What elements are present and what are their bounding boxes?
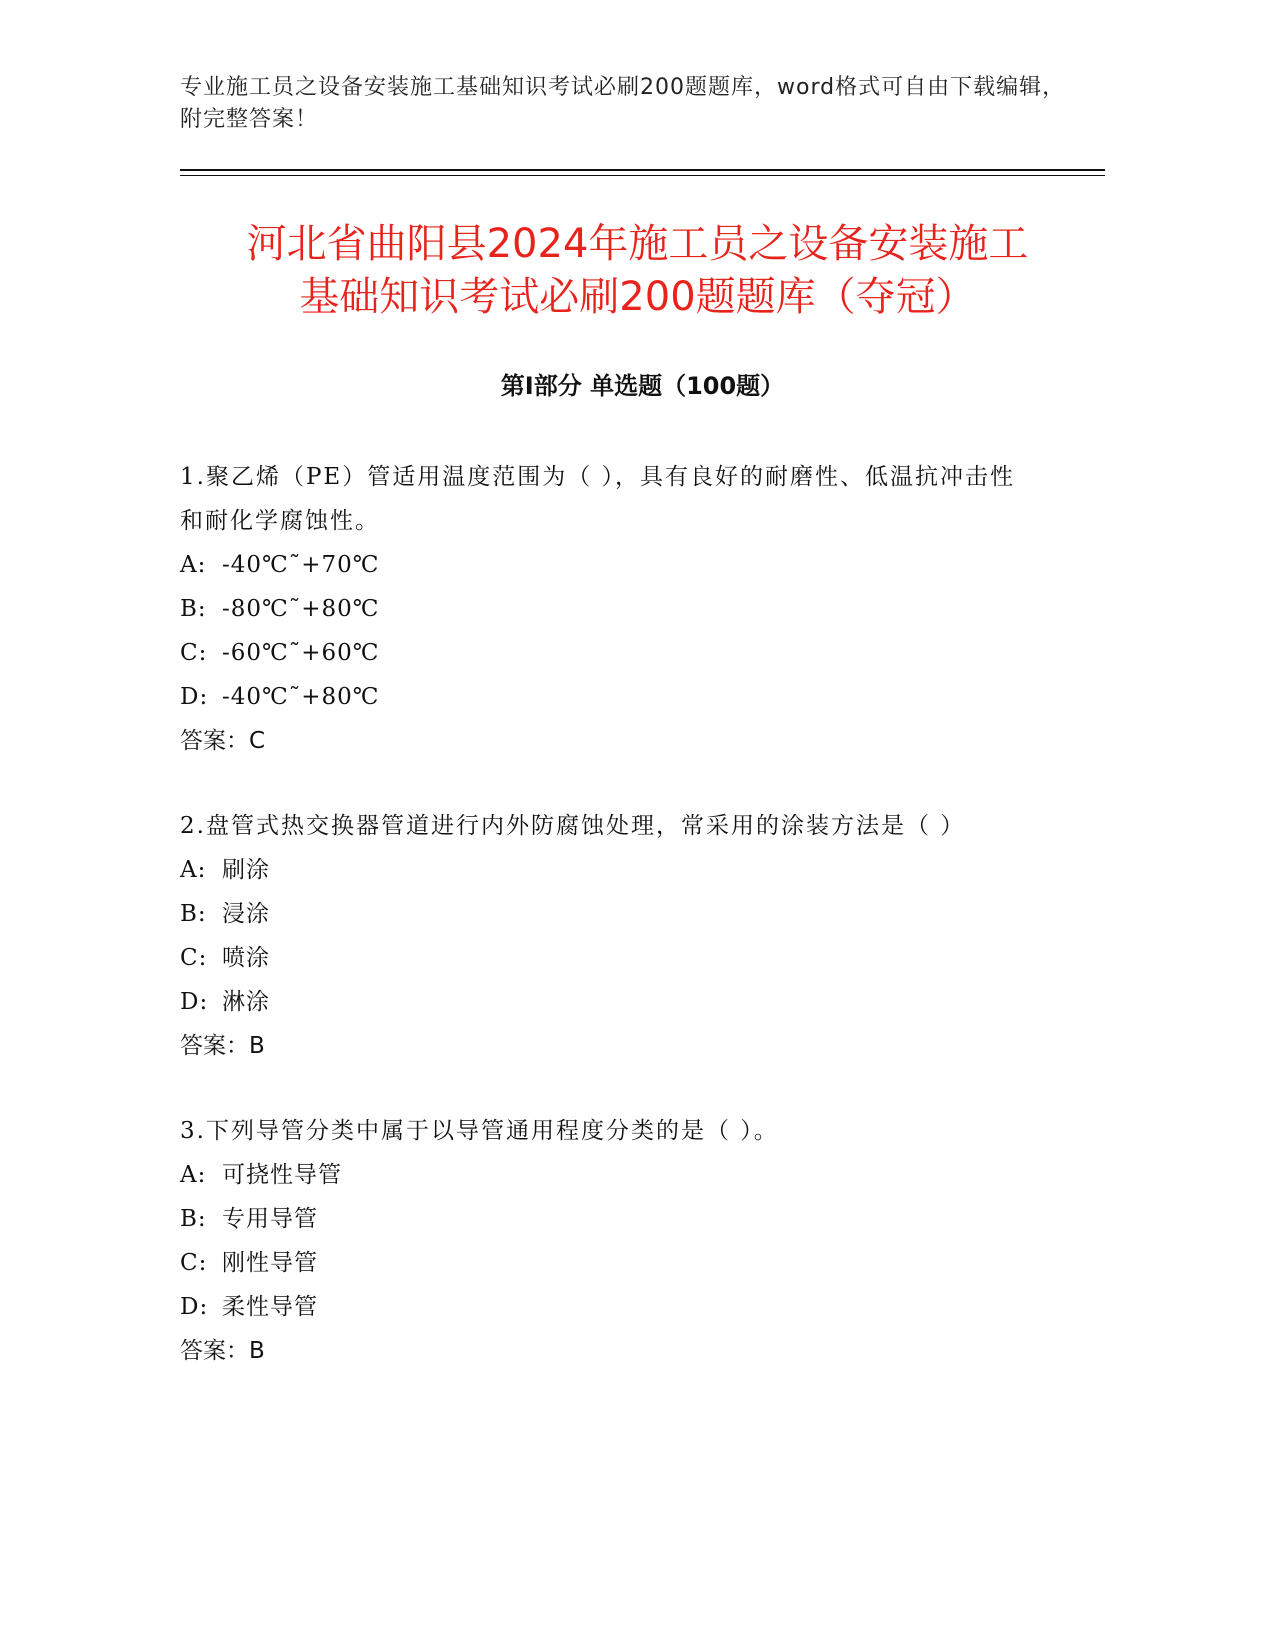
header-divider-thick <box>180 169 1105 171</box>
option-letter: B: <box>180 596 207 622</box>
question-2 <box>180 804 1030 1068</box>
option-text: -40℃˜+70℃ <box>222 552 380 578</box>
document-title-line-2: 基础知识考试必刷200题题库（夺冠） <box>299 274 976 320</box>
option-text: -40℃˜+80℃ <box>222 684 380 710</box>
option-c <box>180 631 1030 675</box>
question-stem: 2.盘管式热交换器管道进行内外防腐蚀处理，常采用的涂装方法是（ ） <box>180 813 966 839</box>
option-letter: B: <box>180 1206 207 1232</box>
option-letter: D: <box>180 1294 209 1320</box>
document-title-line-1: 河北省曲阳县2024年施工员之设备安装施工 <box>246 221 1029 267</box>
option-letter: A: <box>180 857 207 883</box>
option-letter: A: <box>180 1162 207 1188</box>
option-a <box>180 848 1030 892</box>
option-b <box>180 1197 1030 1241</box>
option-text: 专用导管 <box>222 1206 318 1232</box>
option-b <box>180 892 1030 936</box>
option-text: 柔性导管 <box>222 1294 318 1320</box>
option-text: 喷涂 <box>222 945 270 971</box>
option-d <box>180 1285 1030 1329</box>
question-3 <box>180 1109 1030 1373</box>
option-c <box>180 1241 1030 1285</box>
option-d <box>180 980 1030 1024</box>
option-text: 淋涂 <box>222 989 270 1015</box>
option-text: -60℃˜+60℃ <box>222 640 380 666</box>
option-a <box>180 1153 1030 1197</box>
option-text: 刷涂 <box>222 857 270 883</box>
option-letter: D: <box>180 989 209 1015</box>
option-letter: C: <box>180 640 208 666</box>
document-title <box>150 218 1125 324</box>
section-title: 第Ⅰ部分 单选题（100题） <box>500 372 785 400</box>
header-note: 专业施工员之设备安装施工基础知识考试必刷200题题库，word格式可自由下载编辑，附完整答案！ <box>180 75 1066 132</box>
option-b <box>180 587 1030 631</box>
question-list <box>180 455 1030 1414</box>
question-stem: 1.聚乙烯（PE）管适用温度范围为（ ），具有良好的耐磨性、低温抗冲击性和耐化学腐蚀性。 <box>180 464 1016 534</box>
option-c <box>180 936 1030 980</box>
option-letter: A: <box>180 552 207 578</box>
option-text: -80℃˜+80℃ <box>222 596 380 622</box>
answer: 答案：C <box>180 728 266 754</box>
option-letter: B: <box>180 901 207 927</box>
option-letter: C: <box>180 945 208 971</box>
option-letter: D: <box>180 684 209 710</box>
answer: 答案：B <box>180 1033 265 1059</box>
answer: 答案：B <box>180 1338 265 1364</box>
option-d <box>180 675 1030 719</box>
option-text: 浸涂 <box>222 901 270 927</box>
question-1 <box>180 455 1030 763</box>
option-text: 可挠性导管 <box>222 1162 342 1188</box>
option-text: 刚性导管 <box>222 1250 318 1276</box>
option-letter: C: <box>180 1250 208 1276</box>
question-stem: 3.下列导管分类中属于以导管通用程度分类的是（ ）。 <box>180 1118 779 1144</box>
header-divider-thin <box>180 175 1105 176</box>
option-a <box>180 543 1030 587</box>
